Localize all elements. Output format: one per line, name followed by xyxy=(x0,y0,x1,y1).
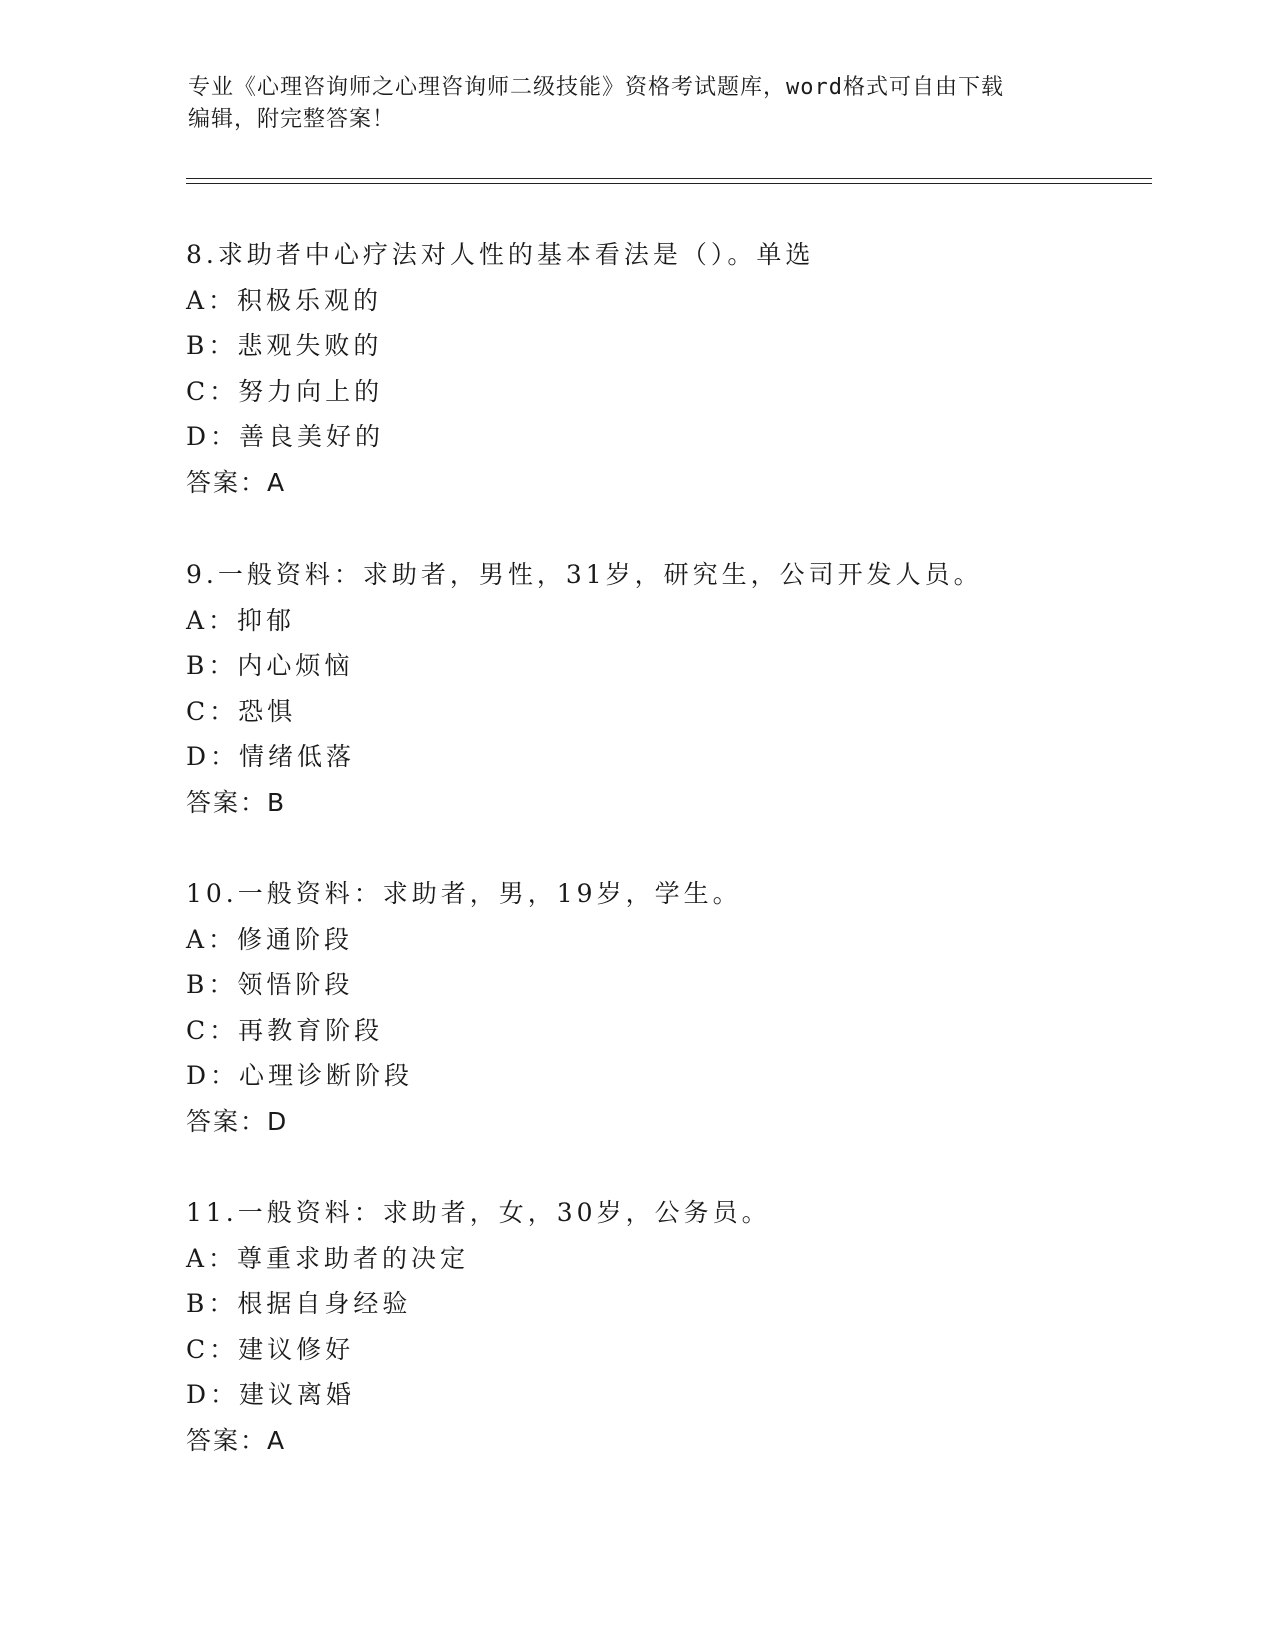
option-b: B：内心烦恼 xyxy=(186,651,354,680)
header-line-2: 编辑，附完整答案！ xyxy=(188,107,396,132)
question-stem: 11.一般资料：求助者，女，30岁，公务员。 xyxy=(186,1198,771,1227)
option-c: C：努力向上的 xyxy=(186,376,384,406)
question-9 xyxy=(186,552,983,825)
option-d: D：情绪低落 xyxy=(186,742,356,771)
header-divider-bottom xyxy=(186,183,1152,184)
option-a: A：抑郁 xyxy=(186,605,296,635)
option-d: D：善良美好的 xyxy=(186,422,385,451)
option-a: A：修通阶段 xyxy=(186,924,354,954)
option-d: D：心理诊断阶段 xyxy=(186,1061,414,1090)
option-d: D：建议离婚 xyxy=(186,1380,356,1409)
option-c: C：建议修好 xyxy=(186,1334,355,1364)
option-b: B：领悟阶段 xyxy=(186,970,354,999)
option-b: B：根据自身经验 xyxy=(186,1289,412,1318)
answer: 答案：D xyxy=(186,1106,289,1136)
option-c: C：再教育阶段 xyxy=(186,1015,384,1045)
document-header xyxy=(188,72,1088,136)
option-a: A：尊重求助者的决定 xyxy=(186,1243,470,1273)
question-10 xyxy=(186,871,742,1144)
question-8 xyxy=(186,232,814,505)
answer: 答案：A xyxy=(186,1425,287,1455)
answer: 答案：B xyxy=(186,787,287,817)
question-stem: 8.求助者中心疗法对人性的基本看法是（）。单选 xyxy=(186,240,815,269)
header-line-1: 专业《心理咨询师之心理咨询师二级技能》资格考试题库，word格式可自由下载 xyxy=(188,75,1004,100)
question-stem: 9.一般资料：求助者，男性，31岁，研究生，公司开发人员。 xyxy=(186,560,983,589)
option-c: C：恐惧 xyxy=(186,696,297,726)
option-b: B：悲观失败的 xyxy=(186,331,383,360)
header-divider-top xyxy=(186,178,1152,179)
question-11 xyxy=(186,1190,771,1463)
question-stem: 10.一般资料：求助者，男，19岁，学生。 xyxy=(186,879,742,908)
option-a: A：积极乐观的 xyxy=(186,285,383,315)
answer: 答案：A xyxy=(186,467,287,497)
